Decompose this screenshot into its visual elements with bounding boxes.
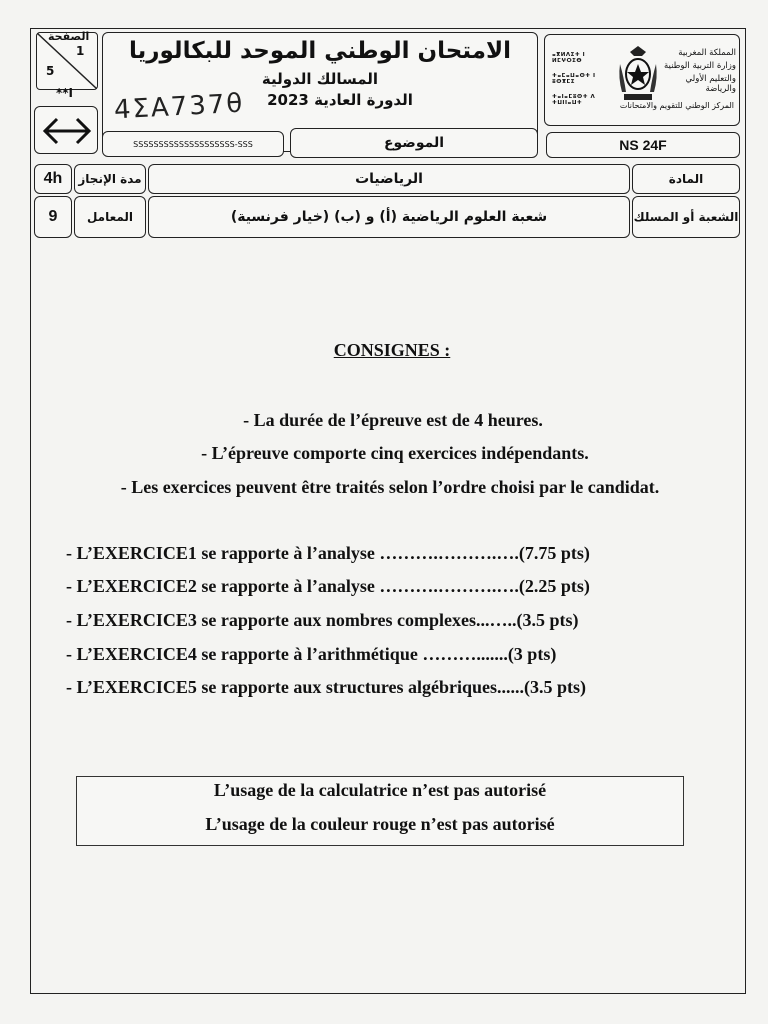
exercise-line: - L’EXERCICE5 se rapporte aux structures algébriques......(3.5 pts) <box>66 677 587 697</box>
coefficient-value: 9 <box>34 196 72 238</box>
instruction-line: - La durée de l’épreuve est de 4 heures. <box>243 410 543 430</box>
ministry-center: المركز الوطني للتقويم والامتحانات <box>619 101 734 110</box>
consignes-title: CONSIGNES : <box>333 340 451 360</box>
color-notice: L’usage de la couleur rouge n’est pas autorisé <box>205 814 555 834</box>
instruction-line: - Les exercices peuvent être traités selon l’ordre choisi par le candidat. <box>120 477 660 497</box>
double-arrow-icon <box>39 113 95 149</box>
serial-box: SSSSSSSSSSSSSSSSSSSS-SSS <box>102 131 284 157</box>
handwritten-code: 4ΣA737θ <box>113 88 245 126</box>
coat-of-arms-icon <box>616 44 660 106</box>
ministry-arabic: المملكة المغربية وزارة التربية الوطنية والتعليم الأولي والرياضة <box>663 48 736 94</box>
exercise-line: - L’EXERCICE2 se rapporte à l’analyse ……….……….….(2.25 pts) <box>66 576 590 596</box>
coefficient-label: المعامل <box>74 196 146 238</box>
exam-code-box: NS 24F <box>546 132 740 158</box>
branch-label: الشعبة أو المسلك <box>632 196 740 238</box>
exercise-line: - L’EXERCICE3 se rapporte aux nombres complexes...…..(3.5 pts) <box>66 610 579 630</box>
exercise-line: - L’EXERCICE4 se rapporte à l’arithmétique ……….......(3 pts) <box>66 644 557 664</box>
page-label: الصفحة <box>48 30 90 43</box>
exam-title: الامتحان الوطني الموحد للبكالوريا <box>129 38 511 64</box>
page-total: 5 <box>46 64 55 78</box>
orientation-box <box>34 106 98 154</box>
subject-label-box: الموضوع <box>290 128 538 158</box>
branch-value: شعبة العلوم الرياضية (أ) و (ب) (خيار فرنسية) <box>148 196 630 238</box>
duration-label: مدة الإنجاز <box>74 164 146 194</box>
ministry-tifinagh: ⴰⴳⵍⴷⵉⵜ ⵏ ⵍⵎⵖⵔⵉⴱ ⵜⴰⵎⴰⵡⴰⵙⵜ ⵏ ⵓⵙⴳⵎⵉ ⵜⴰⵏⴰⵎⵓⵙⵜ ⴷ ⵜⵡⵏⵏⴰⵡⵜ <box>552 52 596 106</box>
exam-track: المسالك الدولية <box>261 70 379 88</box>
subject-value: الرياضيات <box>148 164 630 194</box>
instruction-line: - L’épreuve comporte cinq exercices indépendants. <box>201 443 589 463</box>
calculator-notice: L’usage de la calculatrice n’est pas autorisé <box>213 780 547 800</box>
duration-value: 4h <box>34 164 72 194</box>
page-current: 1 <box>76 44 85 58</box>
exam-session: الدورة العادية 2023 <box>267 91 413 109</box>
subject-field-label: المادة <box>632 164 740 194</box>
page-stars: **I <box>56 86 74 100</box>
exercise-line: - L’EXERCICE1 se rapporte à l’analyse ……….……….….(7.75 pts) <box>66 543 590 563</box>
